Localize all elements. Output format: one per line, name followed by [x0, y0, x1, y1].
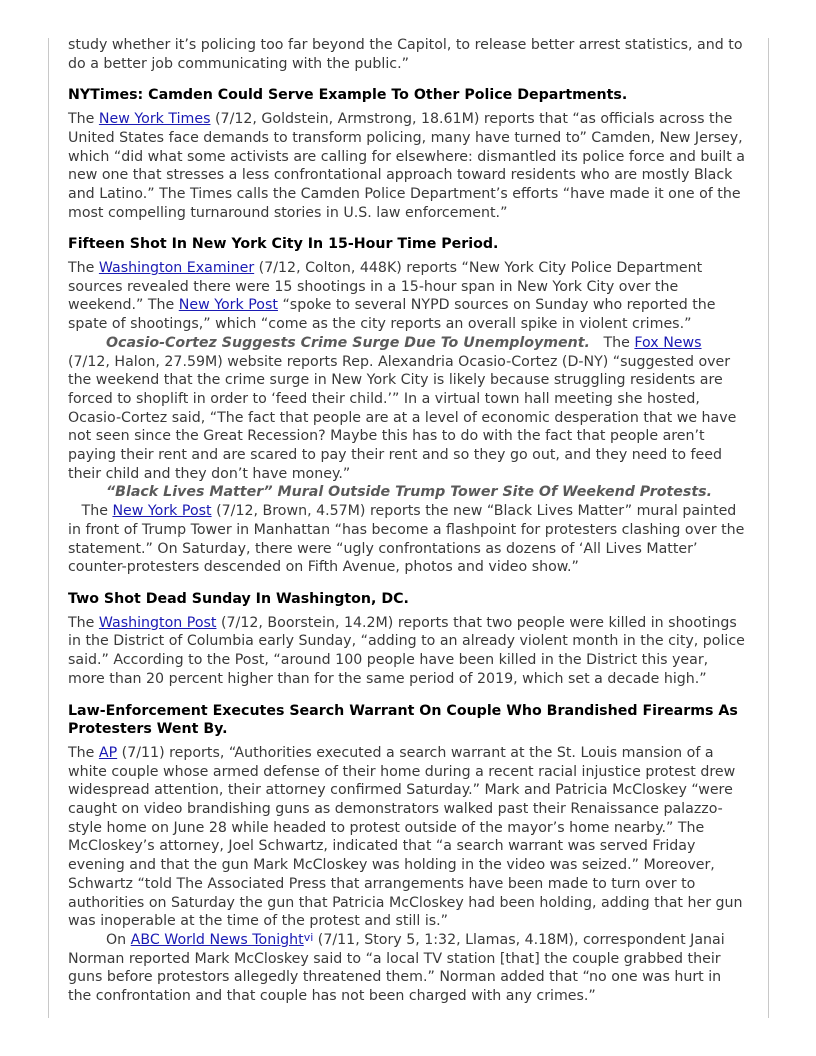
intro-paragraph: study whether it’s policing too far beyond the Capitol, to release better arrest statistics, and to do a better job communicating with the public.” [68, 37, 743, 72]
ocasio-cortez-subheadline: Ocasio-Cortez Suggests Crime Surge Due To Unemployment. [106, 334, 590, 351]
left-margin-rule [48, 38, 49, 1018]
ap-link[interactable]: AP [98, 744, 118, 761]
abc-world-news-tonight-link[interactable]: ABC World News Tonight [130, 931, 304, 948]
washington-examiner-link[interactable]: Washington Examiner [98, 260, 255, 277]
camden-paragraph: The New York Times (7/12, Goldstein, Armstrong, 18.61M) reports that “as officials across the United States face demands to transform policing, many have turned to” Camden, New Jersey, which “did what some activists are calling for elsewhere: dismantled its police force and built a new one that stresses a less confrontational approach toward residents who are mostly Black and Latino.” The Times calls the Camden Police Department’s efforts “have made it one of the most compelling turnaround stories in U.S. law enforcement.” [68, 111, 745, 221]
search-warrant-paragraph: The AP (7/11) reports, “Authorities executed a search warrant at the St. Louis mansion of a white couple whose armed defense of their home during a recent racial injustice protest drew widespread attention, their attorney confirmed Saturday.” Mark and Patricia McCloskey “were caught on video brandishing guns as demonstrators walked past their Renaissance palazzo-style home on June 28 while headed to protest outside of the mayor’s home nearby.” The McCloskey’s attorney, Joel Schwartz, indicated that “a search warrant was served Friday evening and that the gun Mark McCloskey was holding in the video was seized.” Moreover, Schwartz “told The Associated Press that arrangements have been made to turn over to authorities on Saturday the gun that Patricia McCloskey had been holding, adding that her gun was inoperable at the time of the protest and still is.” [68, 744, 743, 930]
new-york-times-link[interactable]: New York Times [98, 111, 211, 128]
document-page [68, 36, 746, 1006]
new-york-post-link[interactable]: New York Post [178, 297, 278, 314]
dc-shooting-paragraph: The Washington Post (7/12, Boorstein, 14.2M) reports that two people were killed in shootings in the District of Columbia early Sunday, “adding to an already violent month in the city, police said.” According to the Post, “around 100 people have been killed in the District this year, more than 20 percent higher than for the same period of 2019, which set a decade high.” [68, 614, 745, 687]
dc-shooting-headline: Two Shot Dead Sunday In Washington, DC. [68, 590, 409, 607]
new-york-post-link-2[interactable]: New York Post [112, 503, 212, 520]
right-margin-rule [768, 38, 769, 1018]
blm-mural-paragraph: “Black Lives Matter” Mural Outside Trump Tower Site Of Weekend Protests. The New York Post (7/12, Brown, 4.57M) reports the new “Black Lives Matter” mural painted in front of Trump Tower in Manhattan “has become a flashpoint for protesters clashing over the statement.” On Saturday, there were “ugly confrontations as dozens of ‘All Lives Matter’ counter-protesters descended on Fifth Avenue, photos and video show.” [68, 484, 745, 576]
nyc-shootings-paragraph: The Washington Examiner (7/12, Colton, 448K) reports “New York City Police Department sources revealed there were 15 shootings in a 15-hour span in New York City over the weekend.” The New York Post “spoke to several NYPD sources on Sunday who reported the spate of shootings,” which “come as the city reports an overall spike in violent crimes.” [68, 260, 716, 333]
camden-headline: NYTimes: Camden Could Serve Example To Other Police Departments. [68, 87, 628, 104]
blm-mural-subheadline: “Black Lives Matter” Mural Outside Trump Tower Site Of Weekend Protests. [106, 484, 712, 501]
abc-news-paragraph: On ABC World News Tonight$^{vi}$ (7/11, Story 5, 1:32, Llamas, 4.18M), correspondent Janai Norman reported Mark McCloskey said to “a local TV station [that] the couple grabbed their guns before protestors allegedly threatened them.” Norman added that “no one was hurt in the confrontation and that couple has not been charged with any crimes.” [68, 930, 725, 1005]
footnote-marker[interactable]: vi [303, 930, 314, 944]
fox-news-link[interactable]: Fox News [634, 334, 702, 351]
washington-post-link[interactable]: Washington Post [98, 614, 217, 631]
ocasio-cortez-paragraph: Ocasio-Cortez Suggests Crime Surge Due To Unemployment. The Fox News (7/12, Halon, 27.59M) website reports Rep. Alexandria Ocasio-Cortez (D-NY) “suggested over the weekend that the crime surge in New York City is likely because struggling residents are forced to shoplift in order to ‘feed their child.’” In a virtual town hall meeting she hosted, Ocasio-Cortez said, “The fact that people are at a level of economic desperation that we have not seen since the Great Recession? Maybe this has to do with the fact that people aren’t paying their rent and are scared to pay their rent and so they go out, and they need to feed their child and they don’t have money.” [68, 334, 737, 482]
nyc-shootings-headline: Fifteen Shot In New York City In 15-Hour Time Period. [68, 236, 499, 253]
search-warrant-headline: Law-Enforcement Executes Search Warrant On Couple Who Brandished Firearms As Protesters Went By. [68, 702, 738, 738]
